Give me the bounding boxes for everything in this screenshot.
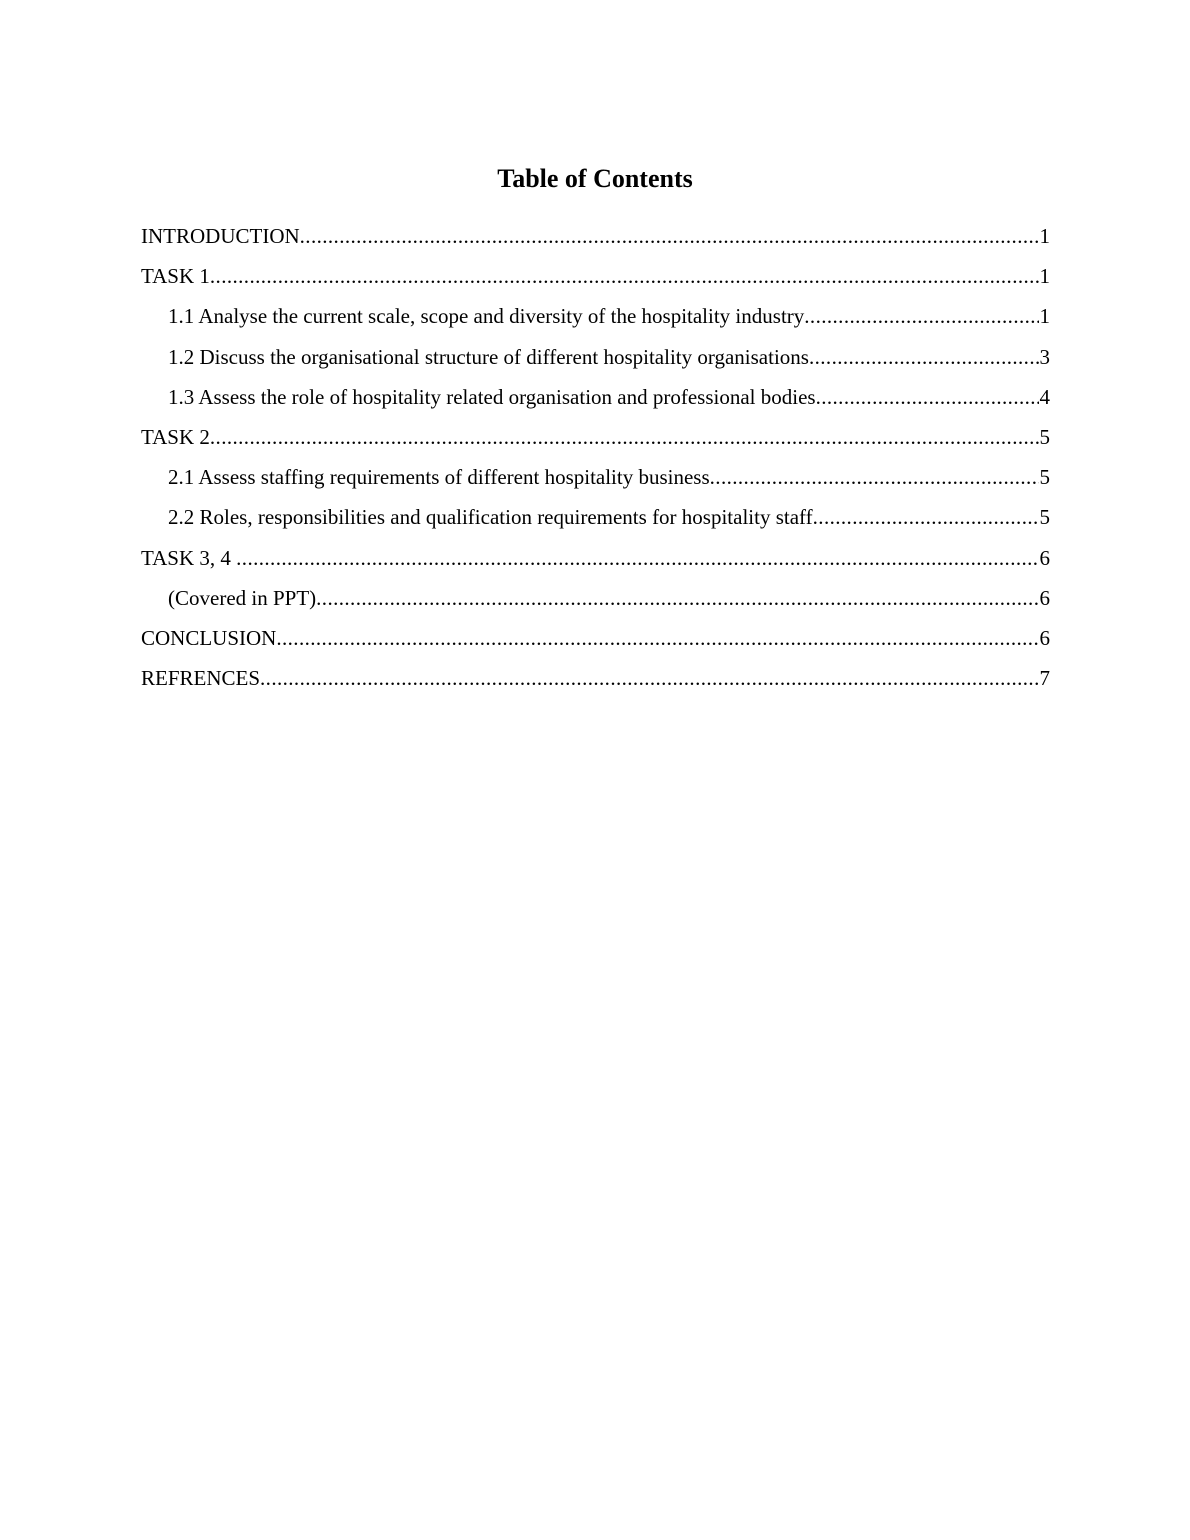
toc-entry-1-1[interactable]: [141, 300, 1050, 340]
toc-page-number: 6: [1039, 545, 1050, 570]
toc-entry-2-1[interactable]: [141, 461, 1050, 501]
toc-page-number: 4: [1039, 384, 1050, 409]
toc-entry-label: 1.1 Analyse the current scale, scope and diversity of the hospitality industry: [168, 304, 805, 329]
toc-entry-1-3[interactable]: [141, 381, 1050, 421]
toc-page-number: 3: [1039, 344, 1050, 369]
toc-page-number: 5: [1039, 465, 1050, 490]
toc-title: Table of Contents: [497, 164, 693, 193]
toc-page-number: 5: [1039, 424, 1050, 449]
toc-entry-label: REFRENCES: [141, 666, 261, 691]
toc-dot-leader: [236, 542, 1038, 574]
toc-entry-task-2[interactable]: [141, 421, 1050, 461]
toc-entry-task-1[interactable]: [141, 260, 1050, 300]
toc-entry-label: TASK 3, 4: [141, 545, 237, 570]
toc-dot-leader: [710, 461, 1039, 493]
toc-entry-label: INTRODUCTION: [141, 224, 300, 248]
toc-page-number: 6: [1039, 625, 1050, 650]
toc-entry-label: CONCLUSION: [141, 625, 277, 650]
toc-dot-leader: [804, 300, 1038, 332]
toc-entry-label: (Covered in PPT): [168, 585, 317, 610]
toc-page-number: 1: [1039, 264, 1050, 289]
toc-page-number: 6: [1039, 585, 1050, 610]
toc-dot-leader: [316, 582, 1038, 614]
toc-entry-label: TASK 2: [141, 424, 210, 449]
toc-entry-task-3-4[interactable]: [141, 542, 1050, 582]
toc-page-number: 5: [1039, 505, 1050, 530]
toc-page-number: 1: [1039, 304, 1050, 329]
toc-dot-leader: [809, 341, 1039, 373]
toc-page-number: 1: [1039, 224, 1050, 248]
toc-dot-leader: [300, 220, 1039, 252]
toc-list: [141, 220, 1050, 702]
toc-entry-label: 2.2 Roles, responsibilities and qualification requirements for hospitality staff: [168, 505, 813, 530]
toc-dot-leader: [276, 622, 1038, 654]
toc-entry-introduction[interactable]: [141, 220, 1050, 260]
toc-entry-conclusion[interactable]: [141, 622, 1050, 662]
toc-page-number: 7: [1039, 666, 1050, 691]
toc-entry-covered-in-ppt[interactable]: [141, 582, 1050, 622]
toc-entry-1-2[interactable]: [141, 341, 1050, 381]
toc-entry-label: 2.1 Assess staffing requirements of different hospitality business: [168, 465, 710, 490]
toc-dot-leader: [816, 381, 1039, 413]
toc-entry-label: TASK 1: [141, 264, 210, 289]
toc-dot-leader: [260, 662, 1038, 694]
toc-entry-refrences[interactable]: [141, 662, 1050, 702]
toc-dot-leader: [210, 260, 1039, 292]
toc-entry-label: 1.2 Discuss the organisational structure of different hospitality organisations: [168, 344, 809, 369]
toc-entry-label: 1.3 Assess the role of hospitality related organisation and professional bodies: [168, 384, 816, 409]
toc-dot-leader: [210, 421, 1039, 453]
toc-dot-leader: [813, 501, 1039, 533]
toc-entry-2-2[interactable]: [141, 501, 1050, 541]
